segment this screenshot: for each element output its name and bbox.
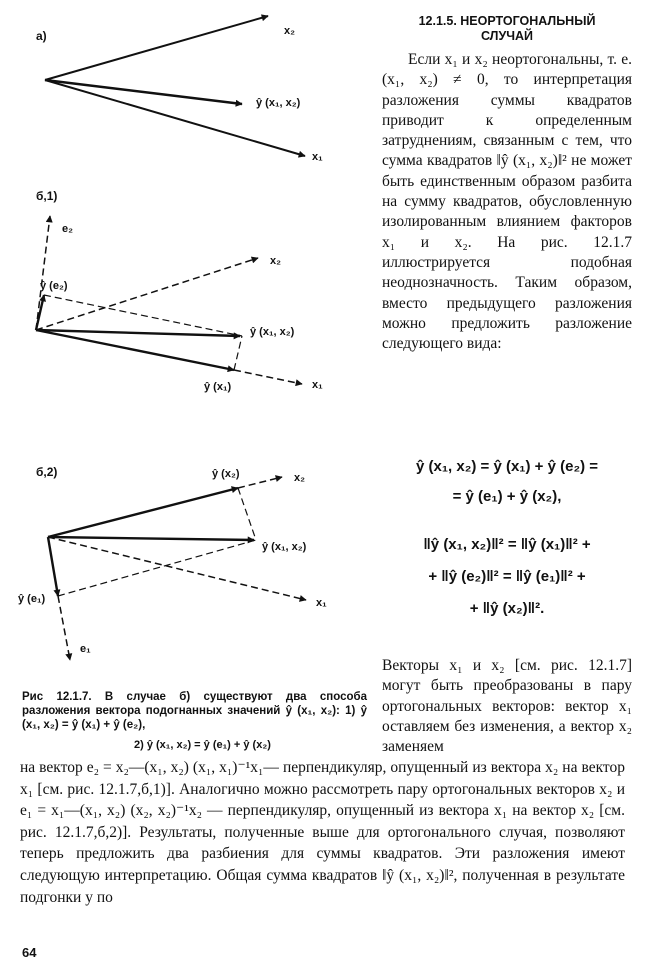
label-yhat-e2: ŷ (e₂) [40, 280, 68, 292]
figure-b2 [18, 465, 327, 660]
figure-b1 [36, 189, 323, 393]
vector-x1 [45, 80, 305, 156]
guide-e1-to-yhat [58, 540, 256, 596]
label-e1: e₁ [80, 643, 91, 655]
vector-yhat [45, 80, 242, 104]
vector-e2 [36, 216, 50, 330]
bottom-paragraph [20, 757, 625, 908]
right-column-paragraph-2 [382, 656, 632, 757]
label-x2: x₂ [294, 472, 306, 484]
vector-x1 [234, 370, 302, 384]
vector-yhat-e2 [36, 295, 44, 330]
bottom-paragraph-text: на вектор e₂ = x₂—(x₁, x₂) (x₁, x₁)⁻¹x₁— перпендикуляр, опущенный из вектора x₂ на вектор x₁ [см. рис. 12.1.7,б,1)]. Аналогично можно рассмотреть пару ортогональных векторов x₂ и e₁ = x₁—(x₁, x₂) (x₂, x₂)⁻¹x₂ — перпендикуляр, опущенный из вектора x₁ на вектор x₂ [см. рис. 12.1.7,б,2)]. Результаты, полученные выше для ортогонального случая, позволяют теперь предложить два разбиения для суммы квадратов. Эти разложения имеют следующую интерпретацию. Общая сумма квадратов ‖ŷ (x₁, x₂)‖², полученная в результате подгонки y по [20, 759, 625, 906]
section-heading [382, 14, 632, 44]
vector-yhat-x2 [48, 488, 238, 537]
figure-b1-label: б,1) [36, 189, 58, 203]
label-yhat: ŷ (x₁, x₂) [250, 326, 295, 338]
paragraph-1-text: Если x₁ и x₂ неортогональны, т. е. (x₁, x₂) ≠ 0, то интерпретация разложения суммы квадратов приводит к определенным затруднениям, связанным с тем, что сумма квадратов ‖ŷ (x₁, x₂)‖² не может быть единственным образом разбита на сумму квадратов, обусловленную изолированным влиянием факторов x₁ и x₂. На рис. 12.1.7 иллюстрируется подобная неоднозначность. Таким образом, вместо предыдущего разложения можно предложить разложение следующего вида: [382, 51, 632, 353]
label-yhat-e1: ŷ (e₁) [18, 593, 46, 605]
label-yhat-x2: ŷ (x₂) [212, 468, 240, 480]
label-yhat-x1: ŷ (x₁) [204, 381, 232, 393]
label-x1: x₁ [312, 379, 323, 391]
vector-x2 [45, 16, 268, 80]
figure-a-label: а) [36, 29, 47, 43]
caption-text: Рис 12.1.7. В случае б) существуют два способа разложения вектора подогнанных значений ŷ (x₁, x₂): 1) ŷ (x₁, x₂) = ŷ (x₁) + ŷ (e₂), [22, 691, 367, 731]
label-x2: x₂ [270, 255, 282, 267]
caption-formula-2: 2) ŷ (x₁, x₂) = ŷ (e₁) + ŷ (x₂) [134, 739, 271, 751]
guide-x2-to-yhat [238, 488, 256, 540]
vector-x2 [238, 477, 282, 488]
guide-e2-to-yhat [44, 295, 242, 336]
label-x1: x₁ [312, 151, 323, 163]
vector-e1 [58, 596, 70, 660]
label-yhat: ŷ (x₁, x₂) [262, 541, 307, 553]
label-yhat: ŷ (x₁, x₂) [256, 97, 301, 109]
equation-line-4: + ‖ŷ (e₂)‖² = ‖ŷ (e₁)‖² + [428, 568, 586, 585]
right-column-paragraph-1 [382, 50, 632, 354]
section-title-line1: 12.1.5. НЕОРТОГОНАЛЬНЫЙ [418, 14, 596, 28]
equation-line-2: = ŷ (e₁) + ŷ (x₂), [452, 488, 562, 505]
figure-caption [22, 690, 367, 732]
vector-x2 [36, 258, 258, 330]
vector-yhat-e1 [48, 537, 58, 596]
guide-x1-to-yhat [234, 336, 242, 370]
figure-b2-label: б,2) [36, 465, 58, 479]
figure-a [36, 16, 323, 163]
paragraph-2-text: Векторы x₁ и x₂ [см. рис. 12.1.7] могут быть преобразованы в пару ортогональных векторов: вектор x₁ оставляем без изменения, а вектор x₂ заменяем [382, 657, 632, 756]
equation-line-3: ‖ŷ (x₁, x₂)‖² = ‖ŷ (x₁)‖² + [423, 536, 591, 553]
section-title-line2: СЛУЧАЙ [480, 29, 534, 43]
label-x2: x₂ [284, 25, 296, 37]
page-number: 64 [22, 945, 37, 960]
figures-illustration [0, 0, 380, 690]
equation-line-1: ŷ (x₁, x₂) = ŷ (x₁) + ŷ (e₂) = [415, 458, 599, 475]
label-e2: e₂ [62, 223, 74, 235]
label-x1: x₁ [316, 597, 327, 609]
equation-line-5: + ‖ŷ (x₂)‖². [469, 600, 545, 617]
vector-yhat [48, 537, 254, 540]
